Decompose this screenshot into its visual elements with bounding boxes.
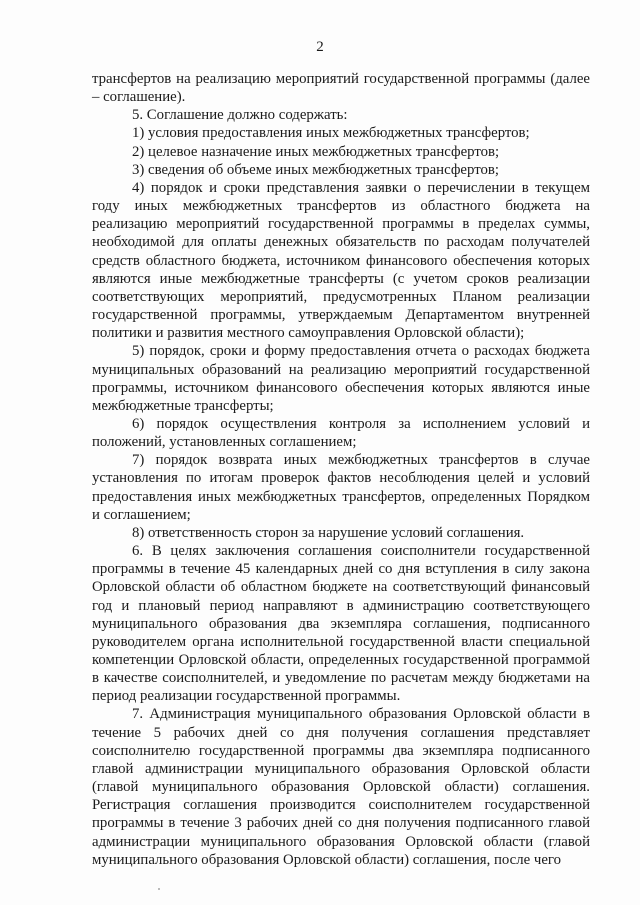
paragraph-continuation: трансфертов на реализацию мероприятий государственной программы (далее – соглашение).: [92, 71, 590, 106]
paragraph-subitem-4: 4) порядок и сроки представления заявки о перечислении в текущем году иных межбюджетных трансфертов из областного бюджета на реализацию мероприятий государственной программы в пределах суммы, необходимой для оплаты денежных обязательств по расходам получателей средств областного бюджета, источником финансового обеспечения которых являются иные межбюджетные трансферты (с учетом сроков реализации соответствующих мероприятий, предусмотренных Планом реализации государственной программы, утверждаемым Департаментом внутренней политики и развития местного самоуправления Орловской области);: [92, 179, 590, 342]
paragraph-subitem-3: 3) сведения об объеме иных межбюджетных трансфертов;: [132, 161, 499, 178]
paragraph-subitem-2: 2) целевое назначение иных межбюджетных трансфертов;: [132, 143, 500, 160]
paragraph-item-5: 5. Соглашение должно содержать:: [132, 107, 348, 124]
document-body: [92, 70, 590, 869]
paragraph-subitem-5: 5) порядок, сроки и форму предоставления отчета о расходах бюджета муниципальных образований на реализацию мероприятий государственной программы, источником финансового обеспечения которых являются иные межбюджетные трансферты;: [92, 343, 590, 414]
paragraph-subitem-1: 1) условия предоставления иных межбюджетных трансфертов;: [132, 125, 530, 142]
paragraph-item-7: 7. Администрация муниципального образования Орловской области в течение 5 рабочих дней со дня получения соглашения представляет соисполнителю государственной программы два экземпляра подписанного главой администрации муниципального образования Орловской области (главой муниципального образования Орловской области) соглашения. Регистрация соглашения производится соисполнителем государственной программы в течение 3 рабочих дней со дня получения подписанного главой администрации муниципального образования Орловской области (главой муниципального образования Орловской области) соглашения, после чего: [92, 706, 590, 868]
scan-dot: [158, 888, 160, 890]
page-number: 2: [316, 39, 324, 55]
paragraph-subitem-7: 7) порядок возврата иных межбюджетных трансфертов в случае установления по итогам проверок фактов несоблюдения целей и условий предоставления иных межбюджетных трансфертов, определенных Порядком и соглашением;: [92, 452, 590, 523]
paragraph-item-6: 6. В целях заключения соглашения соисполнители государственной программы в течение 45 календарных дней со дня вступления в силу закона Орловской области об областном бюджете на соответствующий финансовый год и плановый период направляют в администрацию соответствующего муниципального образования два экземпляра соглашения, подписанного руководителем органа исполнительной государственной власти специальной компетенции Орловской области, определенных государственной программой в качестве соисполнителей, и уведомление по расчетам между бюджетами на период реализации государственной программы.: [92, 543, 590, 705]
paragraph-subitem-6: 6) порядок осуществления контроля за исполнением условий и положений, установленных соглашением;: [92, 415, 590, 451]
paragraph-subitem-8: 8) ответственность сторон за нарушение условий соглашения.: [132, 524, 525, 541]
